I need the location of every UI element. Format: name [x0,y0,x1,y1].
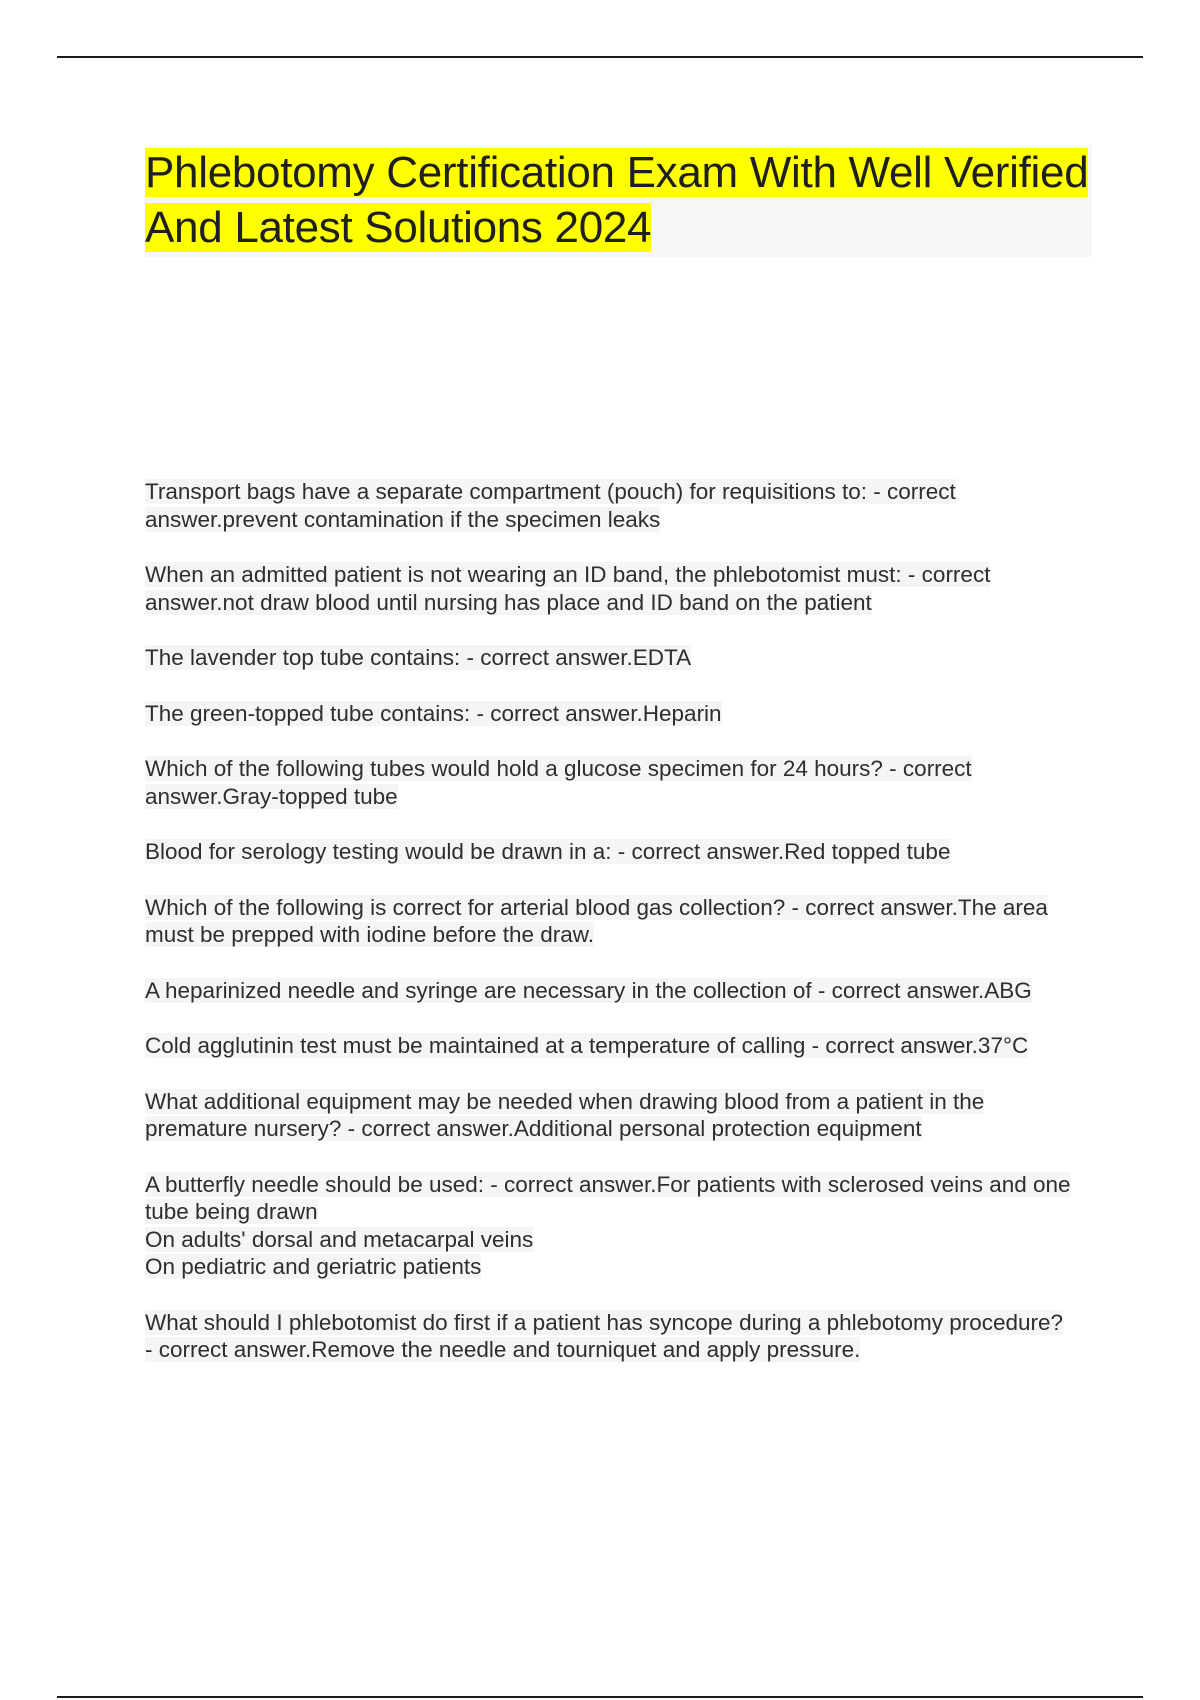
qa-item [145,1088,1075,1143]
qa-item [145,755,1075,810]
qa-item [145,561,1075,616]
qa-item [145,894,1075,949]
qa-text: When an admitted patient is not wearing an ID band, the phlebotomist must: - correct answer.not draw blood until nursing has place and ID band on the patient [145,562,991,615]
qa-text: Cold agglutinin test must be maintained at a temperature of calling - correct answer.37°C [145,1033,1029,1058]
qa-text: Transport bags have a separate compartment (pouch) for requisitions to: - correct answer.prevent contamination if the specimen leaks [145,479,956,532]
qa-text: Which of the following tubes would hold a glucose specimen for 24 hours? - correct answer.Gray-topped tube [145,756,972,809]
qa-item [145,977,1075,1005]
qa-text: The lavender top tube contains: - correct answer.EDTA [145,645,692,670]
qa-line [145,1226,1075,1254]
qa-text: A butterfly needle should be used: - correct answer.For patients with sclerosed veins and one tube being drawn [145,1171,1071,1224]
qa-extra-line: On pediatric and geriatric patients [145,1254,482,1279]
top-rule [57,56,1143,58]
qa-extra-line: On adults' dorsal and metacarpal veins [145,1226,534,1252]
qa-item [145,1309,1075,1364]
qa-text: A heparinized needle and syringe are necessary in the collection of - correct answer.ABG [145,977,1032,1003]
page-title-text: Phlebotomy Certification Exam With Well Verified And Latest Solutions 2024 [145,148,1089,252]
qa-text: Which of the following is correct for arterial blood gas collection? - correct answer.The area must be prepped with iodine before the draw. [145,894,1048,947]
qa-text: The green-topped tube contains: - correct answer.Heparin [145,700,722,726]
qa-item [145,1032,1075,1060]
qa-text: What additional equipment may be needed when drawing blood from a patient in the premature nursery? - correct answer.Additional personal protection equipment [145,1088,985,1141]
qa-line [145,1171,1075,1226]
qa-item [145,644,1075,672]
qa-text: What should I phlebotomist do first if a patient has syncope during a phlebotomy procedure? - correct answer.Remove the needle and tourniquet and apply pressure. [145,1309,1064,1362]
qa-item [145,838,1075,866]
page-title [145,145,1092,255]
bottom-rule [57,1696,1143,1698]
qa-list [145,478,1075,1392]
qa-item [145,1171,1075,1281]
title-block [145,145,1092,257]
qa-item [145,478,1075,533]
qa-line [145,1253,1075,1281]
qa-text: Blood for serology testing would be drawn in a: - correct answer.Red topped tube [145,839,951,864]
qa-item [145,700,1075,728]
